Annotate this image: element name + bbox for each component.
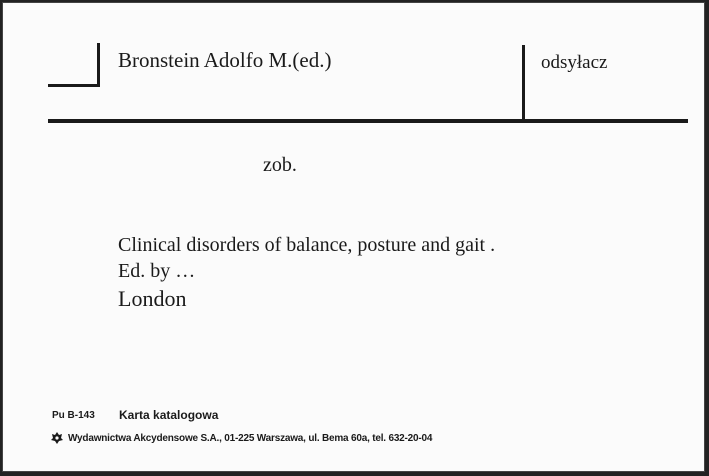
form-code: Pu B-143 — [52, 410, 95, 421]
corner-bracket-vertical — [97, 43, 100, 87]
place-line: London — [118, 286, 187, 311]
field-divider — [522, 45, 525, 121]
corner-bracket-horizontal — [48, 84, 100, 87]
catalog-card — [2, 2, 705, 472]
header-rule — [48, 119, 688, 123]
reference-type: odsyłacz — [541, 52, 608, 73]
publisher-info: Wydawnictwa Akcydensowe S.A., 01-225 Warszawa, ul. Bema 60a, tel. 632-20-04 — [68, 433, 433, 444]
card-heading: Bronstein Adolfo M.(ed.) — [118, 48, 332, 72]
publisher-logo-icon — [50, 431, 64, 445]
form-title: Karta katalogowa — [119, 408, 219, 422]
title-line: Clinical disorders of balance, posture and gait . — [118, 234, 496, 256]
editor-line: Ed. by … — [118, 260, 196, 282]
see-reference: zob. — [263, 154, 297, 176]
